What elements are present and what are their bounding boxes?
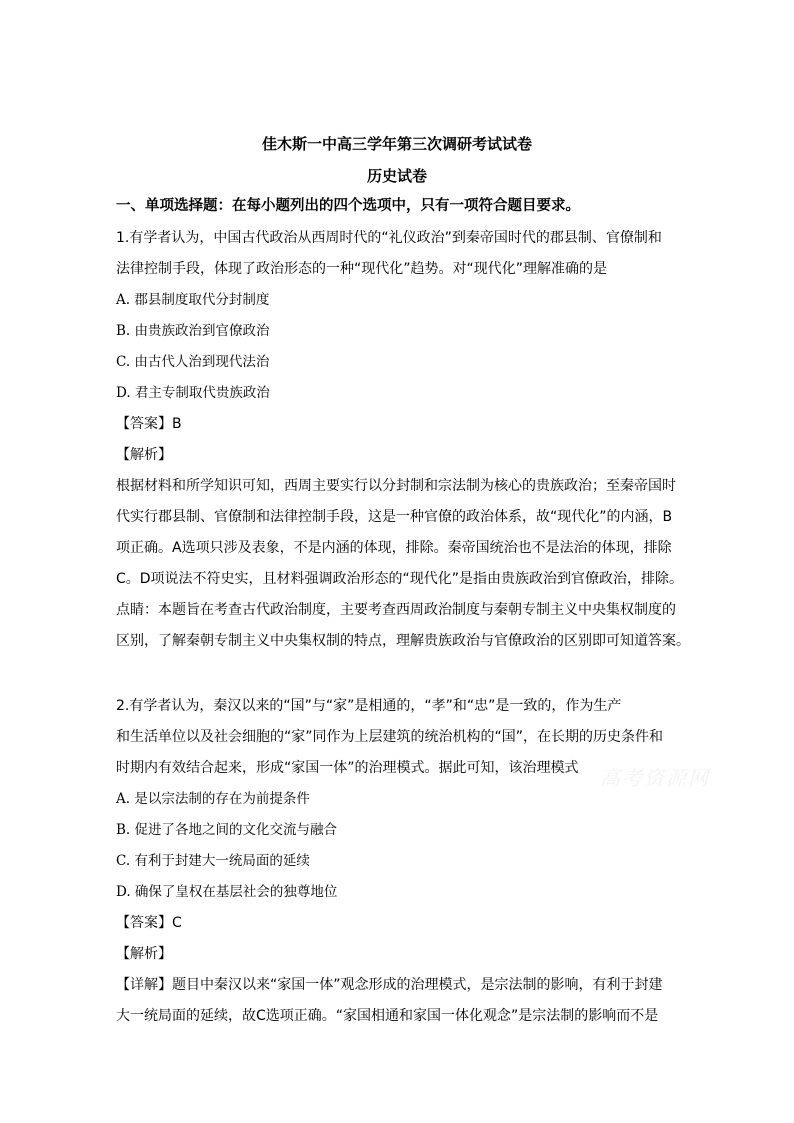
q1-analysis-label: 【解析】 — [116, 447, 172, 463]
subject-title: 历史试卷 — [366, 167, 427, 185]
q2-analysis-line: 【详解】题目中秦汉以来“家国一体”观念形成的治理模式，是宗法制的影响，有利于封建 — [116, 977, 663, 993]
q2-option-c: C. 有利于封建大一统局面的延续 — [116, 853, 310, 869]
school-title: 佳木斯一中高三学年第三次调研考试试卷 — [261, 135, 532, 153]
q2-option-a: A. 是以宗法制的存在为前提条件 — [116, 791, 310, 807]
q2-stem-line3: 时期内有效结合起来，形成“家国一体”的治理模式。据此可知，该治理模式 — [116, 760, 579, 776]
q2-analysis-line: 大一统局面的延续，故C选项正确。“家国相通和家国一体化观念”是宗法制的影响而不是 — [116, 1008, 659, 1024]
section-heading: 一、单项选择题：在每小题列出的四个选项中，只有一项符合题目要求。 — [116, 198, 580, 214]
q1-analysis-line: 项正确。A选项只涉及表象，不是内涵的体现，排除。秦帝国统治也不是法治的体现，排除 — [116, 540, 672, 556]
q2-option-d: D. 确保了皇权在基层社会的独尊地位 — [116, 884, 338, 900]
q1-option-c: C. 由古代人治到现代法治 — [116, 354, 270, 370]
q1-analysis-line: C。D项说法不符史实，且材料强调政治形态的“现代化”是指由贵族政治到官僚政治，排除。 — [116, 571, 684, 587]
q1-stem-line1: 1.有学者认为，中国古代政治从西周时代的“礼仪政治”到秦帝国时代的郡县制、官僚制和 — [116, 230, 662, 246]
q1-answer: 【答案】B — [116, 416, 182, 432]
q2-answer: 【答案】C — [116, 915, 182, 931]
q1-option-a: A. 郡县制度取代分封制度 — [116, 292, 270, 308]
q1-analysis-line: 代实行郡县制、官僚制和法律控制手段，这是一种官僚的政治体系，故“现代化”的内涵，B — [116, 509, 673, 525]
watermark: 高考资源网 — [600, 766, 710, 790]
q2-stem-line1: 2.有学者认为，秦汉以来的“国”与“家”是相通的，“孝”和“忠”是一致的，作为生产 — [116, 698, 622, 714]
q1-analysis-line: 区别，了解秦朝专制主义中央集权制的特点，理解贵族政治与官僚政治的区别即可知道答案。 — [116, 633, 690, 649]
q2-analysis-label: 【解析】 — [116, 946, 172, 962]
q2-stem-line2: 和生活单位以及社会细胞的“家”同作为上层建筑的统治机构的“国”，在长期的历史条件和 — [116, 729, 664, 745]
q1-option-d: D. 君主专制取代贵族政治 — [116, 385, 270, 401]
q1-option-b: B. 由贵族政治到官僚政治 — [116, 323, 270, 339]
q1-analysis-line: 点睛：本题旨在考查古代政治制度，主要考查西周政治制度与秦朝专制主义中央集权制度的 — [116, 602, 676, 618]
q2-option-b: B. 促进了各地之间的文化交流与融合 — [116, 822, 338, 838]
q1-stem-line2: 法律控制手段，体现了政治形态的一种“现代化”趋势。对“现代化”理解准确的是 — [116, 261, 608, 277]
q1-analysis-line: 根据材料和所学知识可知，西周主要实行以分封制和宗法制为核心的贵族政治；至秦帝国时 — [116, 478, 676, 494]
